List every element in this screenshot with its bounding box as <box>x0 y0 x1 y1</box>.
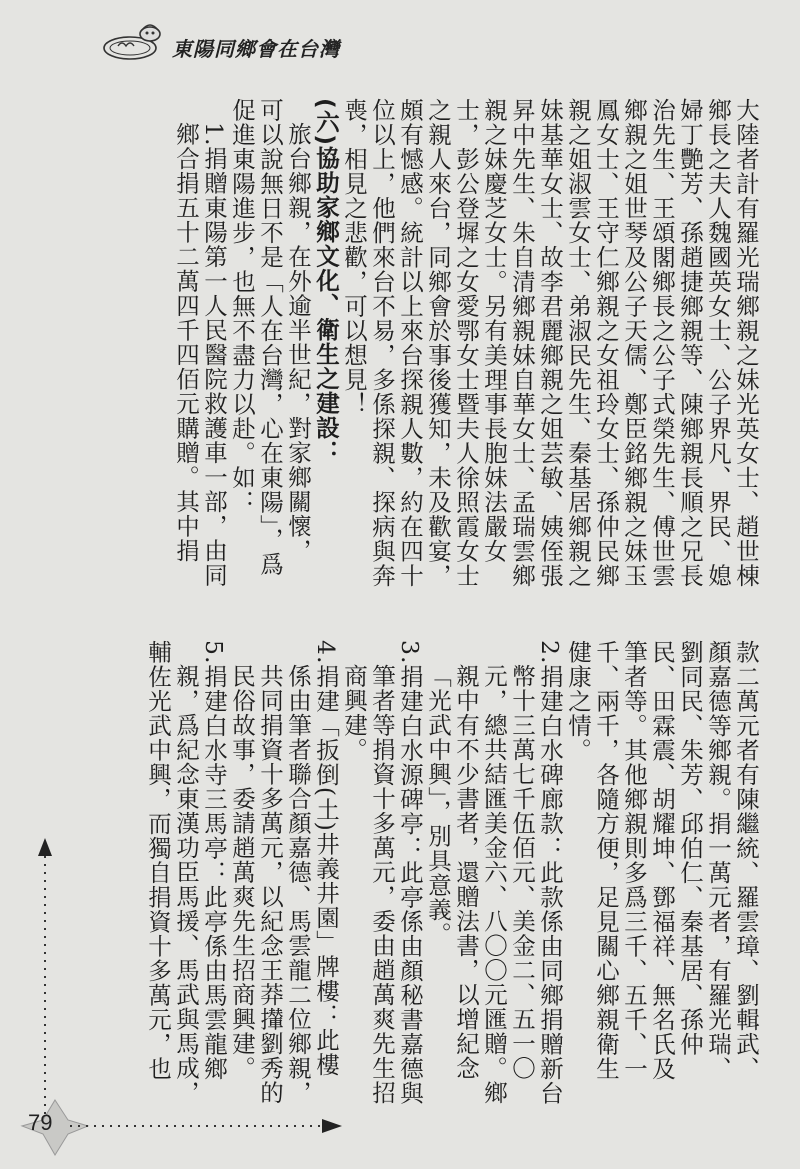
text-column: 昇中先生、朱自清鄉親妹自華女士、孟瑞雲鄉 <box>508 98 536 588</box>
text-column: 健康之情。 <box>564 640 592 763</box>
text-column: 喪，相見之悲歡，可以想見！ <box>340 98 368 417</box>
text-column: 親，爲紀念東漢功臣馬援、馬武與馬成， <box>172 664 200 1105</box>
text-column: 民、田霖震、胡耀坤、鄧福祥、無名氏及 <box>648 640 676 1081</box>
cartoon-logo-icon <box>100 20 170 62</box>
text-column: 劉同民、朱芳、邱伯仁、秦基居、孫仲 <box>676 640 704 1057</box>
text-column: 共同捐資十多萬元，以紀念王莽攆劉秀的 <box>256 664 284 1105</box>
text-column: 士，彭公登墀之女愛鄂女士暨夫人徐照霞女士 <box>452 98 480 588</box>
text-column: 顏嘉德等鄉親。捐一萬元者，有羅光瑞、 <box>704 640 732 1081</box>
text-column: 鄉親之姐世琴及公子天儒、鄭臣銘鄉親之妹玉 <box>620 98 648 588</box>
text-column: 係由筆者聯合顏嘉德、馬雲龍二位鄉親， <box>284 664 312 1105</box>
text-column: 款二萬元者有陳繼統、羅雲璋、劉輯武、 <box>732 640 760 1081</box>
text-column: 商興建。 <box>340 664 368 762</box>
text-column: 親中有不少書者，還贈法書，以增紀念 <box>452 664 480 1081</box>
text-column: 親之姐淑雲女士、弟淑民先生、秦基居鄉親之 <box>564 98 592 588</box>
section-heading: (六)協助家鄉文化、衛生之建設： <box>312 98 340 465</box>
text-column: 民俗故事，委請趙萬爽先生招商興建。 <box>228 664 256 1081</box>
text-column: 位以上，他們來台不易，多係探親、探病與奔 <box>368 98 396 588</box>
text-column: 3.捐建白水源碑亭：此亭係由顏秘書嘉德與 <box>396 640 424 1106</box>
top-text-block <box>172 98 760 603</box>
text-column: 元，總共結匯美金六、八〇〇元匯贈。鄉 <box>480 664 508 1105</box>
text-column: 2.捐建白水碑廊款：此款係由同鄉捐贈新台 <box>536 640 564 1106</box>
text-column: 筆者等。其他鄉親則多爲三千、五千、一 <box>620 640 648 1081</box>
text-column: 輔佐光武中興，而獨自捐資十多萬元，也 <box>144 640 172 1081</box>
text-column: 促進東陽進步，也無不盡力以赴。如： <box>228 98 256 515</box>
page-header-title: 東陽同鄉會在台灣 <box>172 37 340 61</box>
text-column: 頗有憾感。統計以上來台探親人數，約在四十 <box>396 98 424 588</box>
page-number: 79 <box>28 1110 53 1135</box>
dotted-arrow-border-icon <box>0 830 360 1169</box>
text-column: 旅台鄉親，在外逾半世紀，對家鄉關懷， <box>284 122 312 563</box>
text-column: 鳳女士、王守仁鄉親之女祖玲女士、孫仲民鄉 <box>592 98 620 588</box>
text-column: 治先生、王頌閣鄉長之公子式榮先生、傅世雲 <box>648 98 676 588</box>
text-column: 4.捐建「扳倒(土)井義井園」牌樓：此樓 <box>312 640 340 1077</box>
text-column: 幣十三萬七千伍佰元、美金二、五一〇 <box>508 664 536 1081</box>
text-column: 筆者等捐資十多萬元，委由趙萬爽先生招 <box>368 664 396 1105</box>
text-column: 5.捐建白水寺三馬亭：此亭係由馬雲龍鄉 <box>200 640 228 1081</box>
text-column: 1.捐贈東陽第一人民醫院救護車一部，由同 <box>200 122 228 588</box>
text-column: 千、兩千，各隨方便，足見關心鄉親衛生 <box>592 640 620 1081</box>
text-column: 妹基華女士、故李君麗鄉親之姐芸敏、姨侄張 <box>536 98 564 588</box>
text-column: 親之妹慶芝女士。另有美理事長胞妹法嚴女 <box>480 98 508 564</box>
text-column: 可以說無日不是「人在台灣，心在東陽」，爲 <box>256 98 284 577</box>
text-column: 婦丁艷芳、孫趙捷鄉親等、陳鄉親長順之兄長 <box>676 98 704 588</box>
text-column: 「光武中興」，別具意義。 <box>424 664 452 947</box>
text-column: 之親人來台，同鄉會於事後獲知，未及歡宴， <box>424 98 452 588</box>
text-column: 鄉長之夫人魏國英女士、公子界凡、界民、媳 <box>704 98 732 588</box>
text-column: 鄉合捐五十二萬四千四佰元購贈。其中捐 <box>172 122 200 563</box>
text-column: 大陸者計有羅光瑞鄉親之妹光英女士、趙世棟 <box>732 98 760 588</box>
